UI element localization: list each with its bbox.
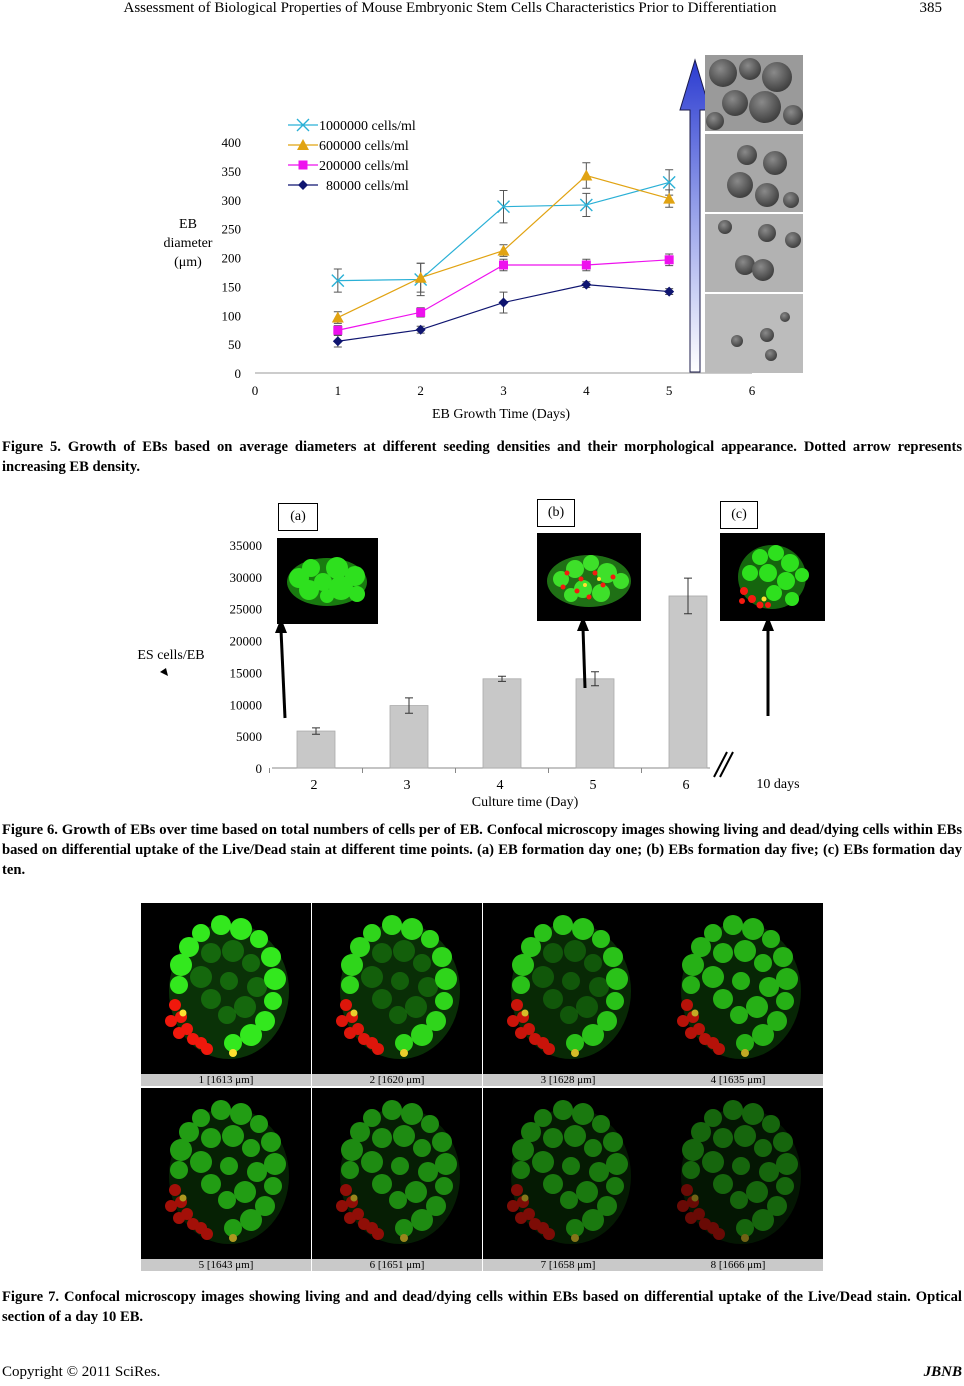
x-tick-label: 3 (403, 778, 411, 793)
legend-entry (288, 119, 416, 134)
panel-label-b: (b) (537, 499, 575, 527)
extra-tick-label: 10 days (756, 777, 800, 792)
x-tick-label: 0 (251, 383, 259, 398)
data-point-marker (499, 261, 508, 270)
y-tick-label: 250 (221, 221, 241, 237)
figure-7-caption: Figure 7. Confocal microscopy images showing living and and dead/dying cells within EBs based on differential uptake of the Live/Dead stain. Optical section of a day 10 EB. (2, 1289, 962, 1325)
data-point-marker (664, 287, 674, 297)
data-point-marker (332, 312, 344, 323)
x-tick-label: 5 (589, 778, 597, 793)
y-tick-label: 25000 (229, 601, 262, 617)
y-tick-label: 0 (234, 366, 241, 381)
data-point-marker (663, 193, 675, 204)
x-tick-label: 3 (500, 383, 507, 398)
optical-section-panel (312, 903, 482, 1086)
morphology-photo-3 (705, 214, 803, 292)
legend-label: 80000 cells/ml (326, 179, 409, 194)
y-tick-label: 300 (221, 192, 241, 208)
figure-6-chart (120, 490, 820, 815)
optical-section-label: 6 [1651 μm] (312, 1259, 482, 1271)
optical-section-image (483, 1088, 653, 1259)
optical-section-label: 2 [1620 μm] (312, 1074, 482, 1086)
optical-section-label: 4 [1635 μm] (653, 1074, 823, 1086)
optical-section-label: 1 [1613 μm] (141, 1074, 311, 1086)
figure-6-caption: Figure 6. Growth of EBs over time based on total numbers of cells per of EB. Confocal microscopy images showing living and dead/dying cells within EBs based on differential uptake of the Live/Dead stain at different time points. (a) EB formation day one; (b) EBs formation day five; (c) EBs formation day ten. (2, 822, 962, 878)
y-tick-label: 5000 (236, 729, 262, 745)
optical-section-label: 5 [1643 μm] (141, 1259, 311, 1271)
data-point-marker (499, 298, 509, 308)
x-tick-label: 4 (583, 383, 590, 398)
y-tick-label: 100 (221, 308, 241, 324)
confocal-image-c (720, 533, 825, 621)
optical-section-image (312, 903, 482, 1074)
data-point-marker (415, 272, 427, 283)
morphology-photo-strip (705, 55, 803, 373)
optical-section-label: 8 [1666 μm] (653, 1259, 823, 1271)
morphology-photo-4 (705, 294, 803, 373)
x-tick-label: 6 (682, 778, 690, 793)
data-point-marker (333, 336, 343, 346)
x-axis-label: Culture time (Day) (471, 795, 579, 810)
axis-break-mark (720, 752, 733, 777)
optical-section-panel (653, 1088, 823, 1271)
running-header: Assessment of Biological Properties of Mouse Embryonic Stem Cells Characteristics Prior to Differentiation (123, 0, 777, 16)
morphology-photo-2 (705, 134, 803, 212)
series-diamond (333, 280, 674, 347)
y-tick-label: 200 (221, 250, 241, 266)
optical-section-panel (653, 903, 823, 1086)
y-axis-label-line2: diameter (163, 236, 213, 251)
y-axis-label: ES cells/EB (137, 648, 205, 663)
y-tick-label: 20000 (229, 633, 262, 649)
optical-section-image (653, 903, 823, 1074)
morphology-photo-1 (705, 55, 803, 131)
axis-break-mark (714, 752, 727, 777)
y-tick-label: 10000 (229, 697, 262, 713)
data-point-marker (582, 261, 591, 270)
y-tick-label: 350 (221, 163, 241, 179)
y-tick-label: 400 (221, 135, 241, 150)
data-point-marker (580, 169, 592, 180)
x-tick-label: 6 (748, 383, 756, 398)
bar (669, 596, 707, 768)
optical-section-image (141, 1088, 311, 1259)
y-axis-label-line1: EB (179, 217, 197, 232)
data-point-marker (299, 161, 308, 170)
panel-label-c: (c) (720, 501, 758, 529)
data-point-marker (333, 326, 342, 335)
optical-section-panel (483, 1088, 653, 1271)
x-tick-label: 1 (334, 383, 342, 398)
legend-label: 200000 cells/ml (319, 159, 409, 174)
optical-section-image (483, 903, 653, 1074)
optical-section-label: 7 [1658 μm] (483, 1259, 653, 1271)
bar (483, 679, 521, 768)
optical-section-image (312, 1088, 482, 1259)
x-tick-label: 2 (417, 383, 424, 398)
optical-section-image (653, 1088, 823, 1259)
y-tick-label: 0 (255, 761, 262, 776)
y-tick-label: 50 (228, 337, 241, 353)
legend-entry (288, 139, 409, 154)
confocal-image-a (277, 538, 378, 624)
figure-5-caption: Figure 5. Growth of EBs based on average diameters at different seeding densities and their morphological appearance. Dotted arrow represents increasing EB density. (2, 439, 962, 475)
bar (297, 731, 335, 768)
figure-7-grid (141, 903, 824, 1273)
y-tick-label: 30000 (229, 569, 262, 585)
pointer-arrow-c (762, 616, 774, 716)
legend-label: 1000000 cells/ml (319, 119, 416, 134)
x-tick-label: 5 (665, 383, 673, 398)
journal-name: JBNB (923, 1364, 962, 1380)
x-tick-label: 4 (496, 778, 504, 793)
optical-section-panel (483, 903, 653, 1086)
panel-label-a: (a) (278, 503, 318, 531)
data-point-marker (298, 180, 308, 190)
optical-section-panel (312, 1088, 482, 1271)
copyright: Copyright © 2011 SciRes. (2, 1364, 161, 1380)
bar (390, 706, 428, 768)
x-axis-label: EB Growth Time (Days) (431, 407, 571, 422)
optical-section-panel (141, 903, 311, 1086)
y-tick-label: 35000 (229, 538, 262, 553)
legend-label: 600000 cells/ml (319, 139, 409, 154)
confocal-image-b (537, 533, 641, 621)
x-tick-label: 2 (310, 778, 318, 793)
data-point-marker (665, 255, 674, 264)
small-arrowhead-icon (160, 668, 168, 676)
optical-section-panel (141, 1088, 311, 1271)
data-point-marker (416, 308, 425, 317)
optical-section-label: 3 [1628 μm] (483, 1074, 653, 1086)
page-number: 385 (919, 0, 942, 16)
pointer-arrow-a (275, 618, 287, 718)
y-tick-label: 15000 (229, 665, 262, 681)
pointer-arrow-b (577, 616, 589, 688)
y-axis-label-line3: (μm) (174, 255, 202, 270)
legend-entry (288, 179, 409, 194)
data-point-marker (581, 280, 591, 290)
legend-entry (288, 159, 409, 174)
bar (576, 679, 614, 768)
optical-section-image (141, 903, 311, 1074)
y-tick-label: 150 (221, 279, 241, 295)
